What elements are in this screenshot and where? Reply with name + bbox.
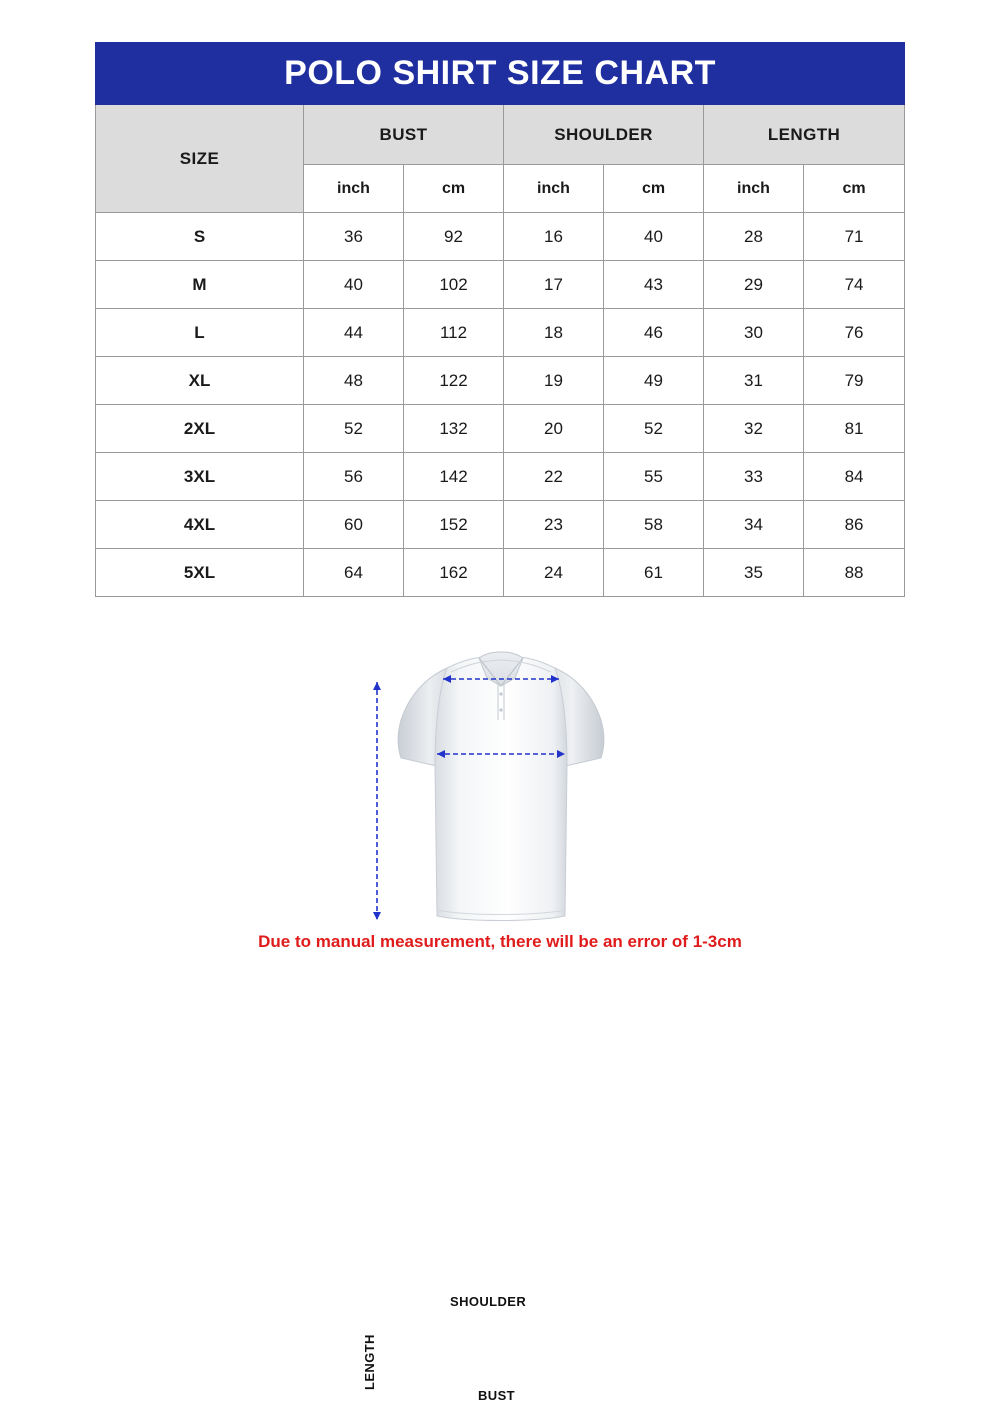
cell-shoulder-cm: 43 xyxy=(604,261,704,309)
cell-bust-inch: 40 xyxy=(304,261,404,309)
unit-shoulder-cm: cm xyxy=(604,165,704,213)
cell-length-cm: 86 xyxy=(804,501,905,549)
cell-size: M xyxy=(96,261,304,309)
bust-label: BUST xyxy=(478,1388,515,1403)
polo-shirt-illustration xyxy=(385,634,617,924)
cell-length-inch: 32 xyxy=(704,405,804,453)
cell-size: 2XL xyxy=(96,405,304,453)
cell-length-cm: 76 xyxy=(804,309,905,357)
cell-length-inch: 30 xyxy=(704,309,804,357)
cell-shoulder-cm: 55 xyxy=(604,453,704,501)
cell-length-cm: 84 xyxy=(804,453,905,501)
cell-length-cm: 74 xyxy=(804,261,905,309)
table-row xyxy=(96,453,905,501)
length-label: LENGTH xyxy=(362,1334,377,1390)
cell-shoulder-inch: 18 xyxy=(504,309,604,357)
table-row xyxy=(96,261,905,309)
unit-length-inch: inch xyxy=(704,165,804,213)
cell-length-cm: 79 xyxy=(804,357,905,405)
cell-bust-inch: 36 xyxy=(304,213,404,261)
cell-length-inch: 28 xyxy=(704,213,804,261)
cell-length-inch: 29 xyxy=(704,261,804,309)
unit-shoulder-inch: inch xyxy=(504,165,604,213)
cell-bust-cm: 162 xyxy=(404,549,504,597)
cell-bust-inch: 48 xyxy=(304,357,404,405)
header-length: LENGTH xyxy=(704,105,905,165)
cell-length-inch: 31 xyxy=(704,357,804,405)
cell-bust-cm: 102 xyxy=(404,261,504,309)
cell-bust-inch: 64 xyxy=(304,549,404,597)
cell-length-cm: 71 xyxy=(804,213,905,261)
cell-length-inch: 33 xyxy=(704,453,804,501)
cell-shoulder-cm: 61 xyxy=(604,549,704,597)
cell-shoulder-cm: 40 xyxy=(604,213,704,261)
unit-length-cm: cm xyxy=(804,165,905,213)
cell-bust-inch: 56 xyxy=(304,453,404,501)
header-shoulder: SHOULDER xyxy=(504,105,704,165)
cell-shoulder-inch: 16 xyxy=(504,213,604,261)
cell-size: S xyxy=(96,213,304,261)
cell-bust-cm: 142 xyxy=(404,453,504,501)
cell-size: 4XL xyxy=(96,501,304,549)
measurement-note: Due to manual measurement, there will be an error of 1-3cm xyxy=(258,932,742,951)
table-title-row xyxy=(96,43,905,105)
cell-length-inch: 35 xyxy=(704,549,804,597)
size-chart-table-wrap xyxy=(95,42,905,597)
unit-bust-cm: cm xyxy=(404,165,504,213)
cell-bust-cm: 132 xyxy=(404,405,504,453)
table-row xyxy=(96,549,905,597)
cell-size: 3XL xyxy=(96,453,304,501)
cell-shoulder-cm: 46 xyxy=(604,309,704,357)
cell-shoulder-inch: 20 xyxy=(504,405,604,453)
size-chart-table xyxy=(95,42,905,597)
cell-bust-inch: 60 xyxy=(304,501,404,549)
page-title: POLO SHIRT SIZE CHART xyxy=(96,43,905,105)
cell-shoulder-inch: 24 xyxy=(504,549,604,597)
cell-shoulder-inch: 22 xyxy=(504,453,604,501)
unit-bust-inch: inch xyxy=(304,165,404,213)
table-row xyxy=(96,213,905,261)
cell-length-cm: 88 xyxy=(804,549,905,597)
cell-size: XL xyxy=(96,357,304,405)
cell-shoulder-inch: 23 xyxy=(504,501,604,549)
cell-shoulder-cm: 58 xyxy=(604,501,704,549)
cell-bust-cm: 112 xyxy=(404,309,504,357)
cell-shoulder-cm: 49 xyxy=(604,357,704,405)
header-size: SIZE xyxy=(96,105,304,213)
cell-bust-cm: 92 xyxy=(404,213,504,261)
cell-shoulder-inch: 19 xyxy=(504,357,604,405)
shoulder-label: SHOULDER xyxy=(450,1294,527,1309)
table-row xyxy=(96,405,905,453)
table-row xyxy=(96,501,905,549)
cell-length-cm: 81 xyxy=(804,405,905,453)
cell-shoulder-cm: 52 xyxy=(604,405,704,453)
table-row xyxy=(96,309,905,357)
cell-bust-cm: 122 xyxy=(404,357,504,405)
cell-bust-inch: 44 xyxy=(304,309,404,357)
cell-shoulder-inch: 17 xyxy=(504,261,604,309)
header-bust: BUST xyxy=(304,105,504,165)
cell-size: L xyxy=(96,309,304,357)
table-row xyxy=(96,357,905,405)
cell-bust-inch: 52 xyxy=(304,405,404,453)
cell-size: 5XL xyxy=(96,549,304,597)
group-header-row xyxy=(96,105,905,165)
cell-bust-cm: 152 xyxy=(404,501,504,549)
cell-length-inch: 34 xyxy=(704,501,804,549)
